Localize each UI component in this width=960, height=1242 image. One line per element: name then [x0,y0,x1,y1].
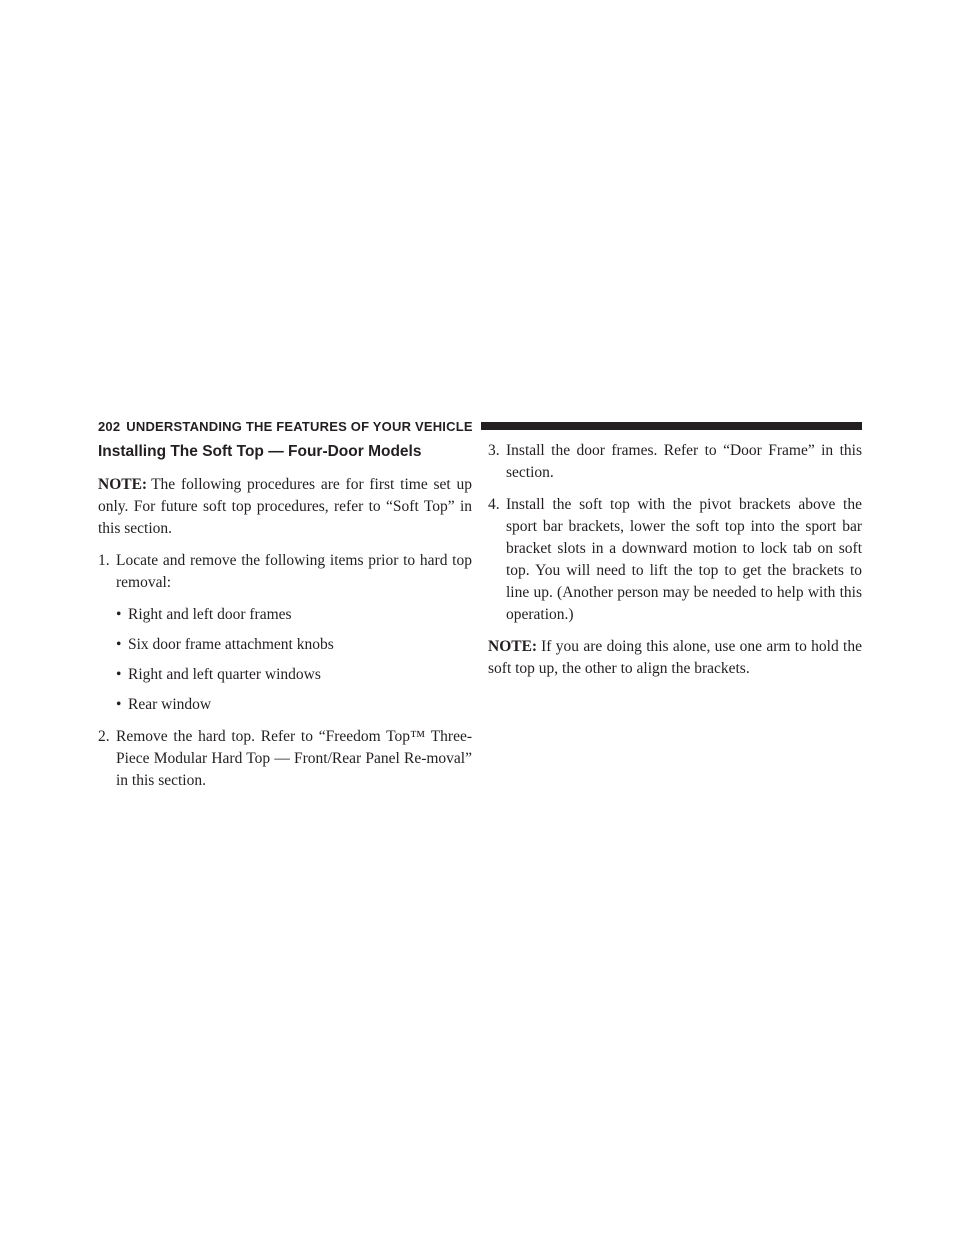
step-number: 3. [488,442,500,459]
step-number: 4. [488,496,500,513]
note-paragraph-2 [488,636,862,680]
note-label: NOTE: [98,476,148,493]
note-label: NOTE: [488,638,538,655]
bullet-icon: • [116,606,122,623]
bullet-icon: • [116,636,122,653]
header-rule [481,422,862,430]
step-text: Remove the hard top. Refer to “Freedom Top™ Three-Piece Modular Hard Top — Front/Rear Panel Re-moval” in this section. [116,728,472,789]
list-item: • Six door frame attachment knobs [116,634,472,656]
step-1 [98,550,472,594]
note-text: If you are doing this alone, use one arm to hold the soft top up, the other to align the brackets. [488,638,862,677]
section-title: UNDERSTANDING THE FEATURES OF YOUR VEHICLE [126,418,473,434]
bullet-icon: • [116,666,122,683]
step-2 [98,726,472,792]
page-header [98,416,862,436]
list-item: • Rear window [116,694,472,716]
items-list [98,604,472,716]
section-heading: Installing The Soft Top — Four-Door Models [98,443,422,460]
page-number: 202 [98,418,121,434]
list-item: • Right and left quarter windows [116,664,472,686]
step-text: Install the soft top with the pivot brackets above the sport bar brackets, lower the soft top into the sport bar bracket slots in a downward motion to lock tab on soft top. You will need to lift the top to get the brackets to line up. (Another person may be needed to help with this operation.) [506,496,862,623]
bullet-icon: • [116,696,122,713]
step-text: Install the door frames. Refer to “Door Frame” in this section. [506,442,862,481]
left-column [98,440,472,802]
step-number: 1. [98,552,110,569]
step-3 [488,440,862,484]
step-4 [488,494,862,626]
note-paragraph-1 [98,474,472,540]
list-item: • Right and left door frames [116,604,472,626]
note-text: The following procedures are for first time set up only. For future soft top procedures, refer to “Soft Top” in this section. [98,476,472,537]
step-text: Locate and remove the following items prior to hard top removal: [116,552,472,591]
right-column [488,440,862,690]
step-number: 2. [98,728,110,745]
